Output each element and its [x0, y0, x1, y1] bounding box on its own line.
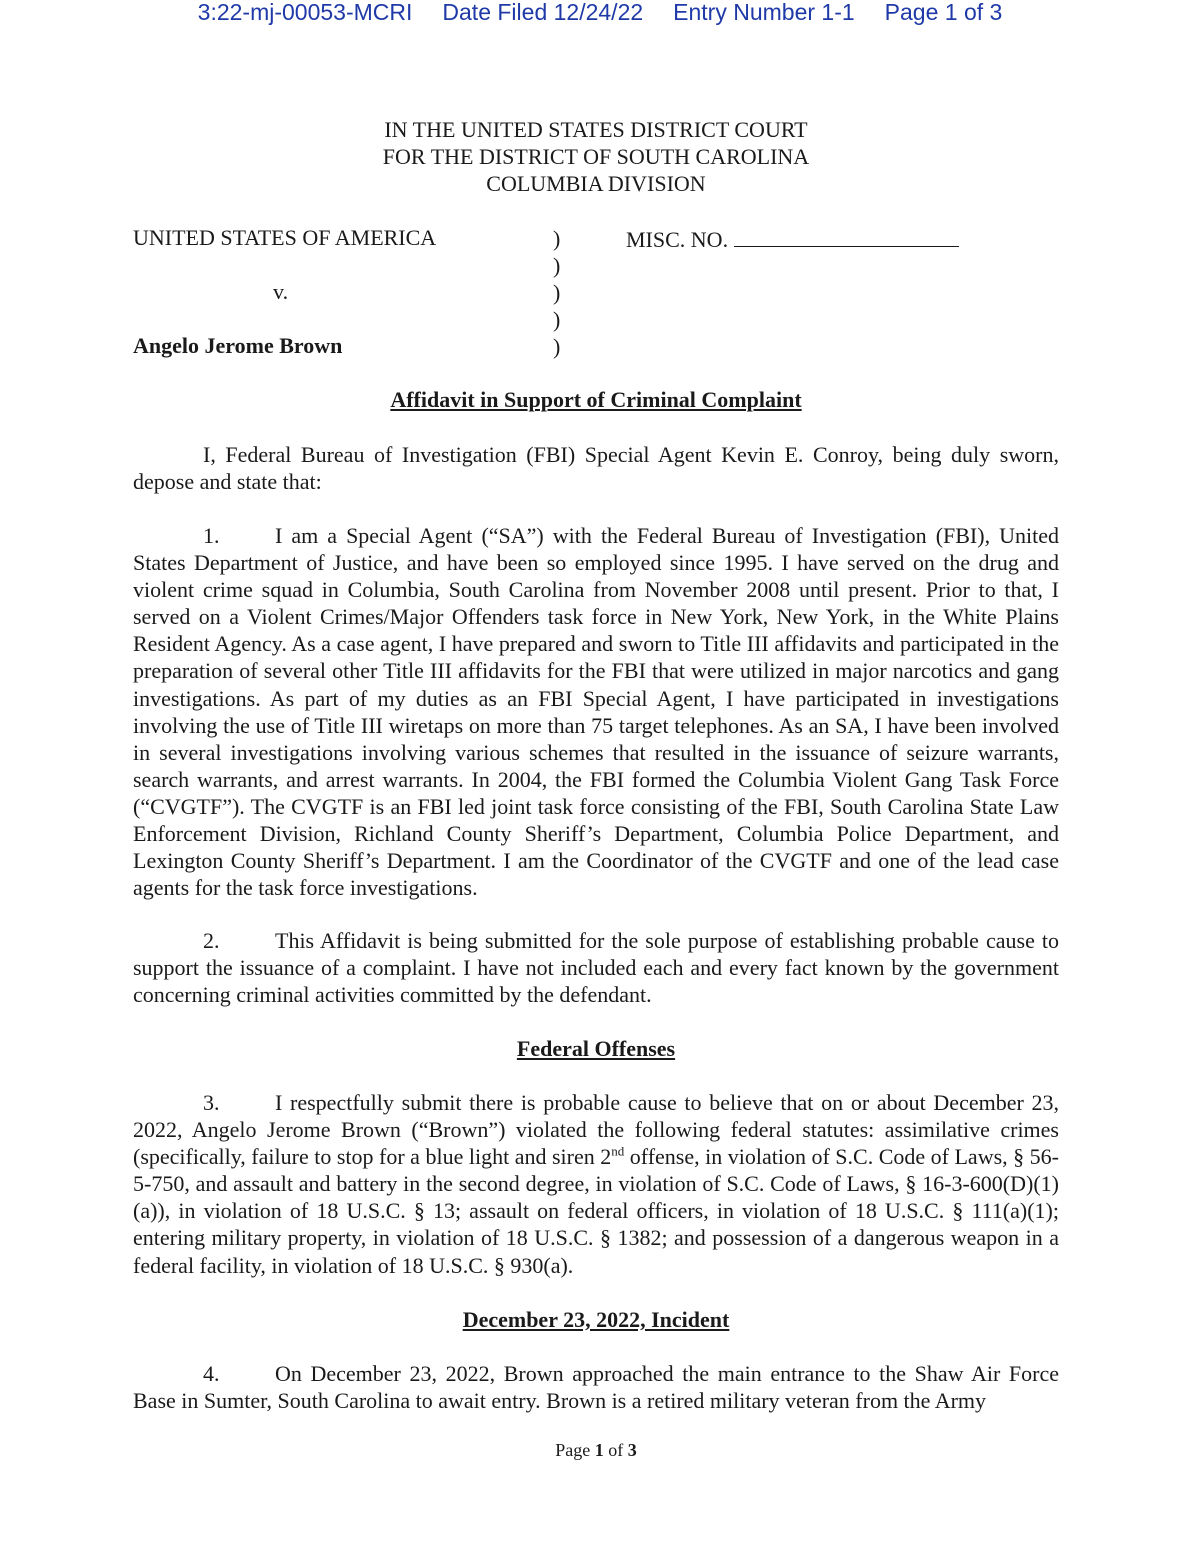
footer-prefix: Page	[555, 1440, 595, 1460]
entry-number: Entry Number 1-1	[673, 0, 855, 25]
paragraph-4	[133, 1360, 1059, 1414]
paragraph-text: On December 23, 2022, Brown approached the main entrance to the Shaw Air Force Base in Sumter, South Carolina to await entry. Brown is a retired military veteran from the Army	[133, 1361, 1059, 1414]
footer-middle: of	[603, 1440, 628, 1460]
ecf-header-stamp	[0, 0, 1200, 26]
paragraph-number: 4.	[203, 1361, 220, 1386]
footer-total-pages: 3	[627, 1440, 637, 1460]
court-line-1: IN THE UNITED STATES DISTRICT COURT	[384, 117, 808, 142]
date-filed: Date Filed 12/24/22	[442, 0, 644, 25]
intro-paragraph: I, Federal Bureau of Investigation (FBI) Special Agent Kevin E. Conroy, being duly sworn, depose and state that:	[133, 442, 1059, 495]
paragraph-text: I respectfully submit there is probable cause to believe that on or about December 23, 2022, Angelo Jerome Brown (“Brown”) violated the following federal statutes: assimilative crimes (specifically, failure to stop for a blue light and siren 2	[133, 1090, 1059, 1170]
court-heading	[0, 116, 1192, 197]
paragraph-2	[133, 927, 1059, 1008]
paragraph-number: 2.	[203, 928, 220, 953]
caption-paren: )	[553, 280, 561, 305]
stamp-page-number: Page 1 of 3	[884, 0, 1003, 25]
caption-versus: v.	[273, 279, 289, 304]
caption-plaintiff: UNITED STATES OF AMERICA	[133, 225, 437, 250]
page-footer	[0, 1438, 1192, 1462]
document-title: Affidavit in Support of Criminal Complaint	[390, 387, 802, 412]
court-line-2: FOR THE DISTRICT OF SOUTH CAROLINA	[382, 144, 810, 169]
court-line-3: COLUMBIA DIVISION	[486, 171, 706, 196]
caption-paren: )	[553, 334, 561, 359]
paragraph-text: This Affidavit is being submitted for the sole purpose of establishing probable cause to support the issuance of a complaint. I have not included each and every fact known by the government concerning criminal activities committed by the defendant.	[133, 928, 1059, 1008]
misc-number-field	[626, 224, 959, 253]
caption-paren: )	[553, 226, 561, 251]
caption-paren: )	[553, 307, 561, 332]
paragraph-1	[133, 522, 1059, 901]
caption-paren: )	[553, 253, 561, 278]
heading-federal-offenses: Federal Offenses	[516, 1036, 676, 1061]
paragraph-text: offense, in violation of S.C. Code of Laws, § 56-5-750, and assault and battery in the second degree, in violation of S.C. Code of Laws, § 16-3-600(D)(1)(a)), in violation of 18 U.S.C. § 13; assault on federal officers, in violation of 18 U.S.C. § 111(a)(1); entering military property, in violation of 18 U.S.C. § 1382; and possession of a dangerous weapon in a federal facility, in violation of 18 U.S.C. § 930(a).	[133, 1144, 1059, 1278]
case-number: 3:22-mj-00053-MCRI	[197, 0, 413, 25]
paragraph-number: 3.	[203, 1090, 220, 1115]
misc-blank-line	[734, 224, 959, 247]
ordinal-superscript: nd	[611, 1143, 625, 1159]
misc-label: MISC. NO.	[626, 227, 729, 252]
footer-current-page: 1	[594, 1440, 604, 1460]
heading-incident: December 23, 2022, Incident	[462, 1307, 730, 1332]
paragraph-number: 1.	[203, 523, 220, 548]
paragraph-3	[133, 1089, 1059, 1279]
paragraph-text: I am a Special Agent (“SA”) with the Federal Bureau of Investigation (FBI), United States Department of Justice, and have been so employed since 1995. I have served on the drug and violent crime squad in Columbia, South Carolina from November 2008 until present. Prior to that, I served on a Violent Crimes/Major Offenders task force in New York, New York, in the White Plains Resident Agency. As a case agent, I have prepared and sworn to Title III affidavits and participated in the preparation of several other Title III affidavits for the FBI that were utilized in major narcotics and gang investigations. As part of my duties as an FBI Special Agent, I have participated in investigations involving the use of Title III wiretaps on more than 75 target telephones. As an SA, I have been involved in several investigations involving various schemes that resulted in the issuance of seizure warrants, search warrants, and arrest warrants. In 2004, the FBI formed the Columbia Violent Gang Task Force (“CVGTF”). The CVGTF is an FBI led joint task force consisting of the FBI, South Carolina State Law Enforcement Division, Richland County Sheriff’s Department, Columbia Police Department, and Lexington County Sheriff’s Department. I am the Coordinator of the CVGTF and one of the lead case agents for the task force investigations.	[133, 523, 1059, 901]
caption-defendant: Angelo Jerome Brown	[133, 333, 343, 358]
